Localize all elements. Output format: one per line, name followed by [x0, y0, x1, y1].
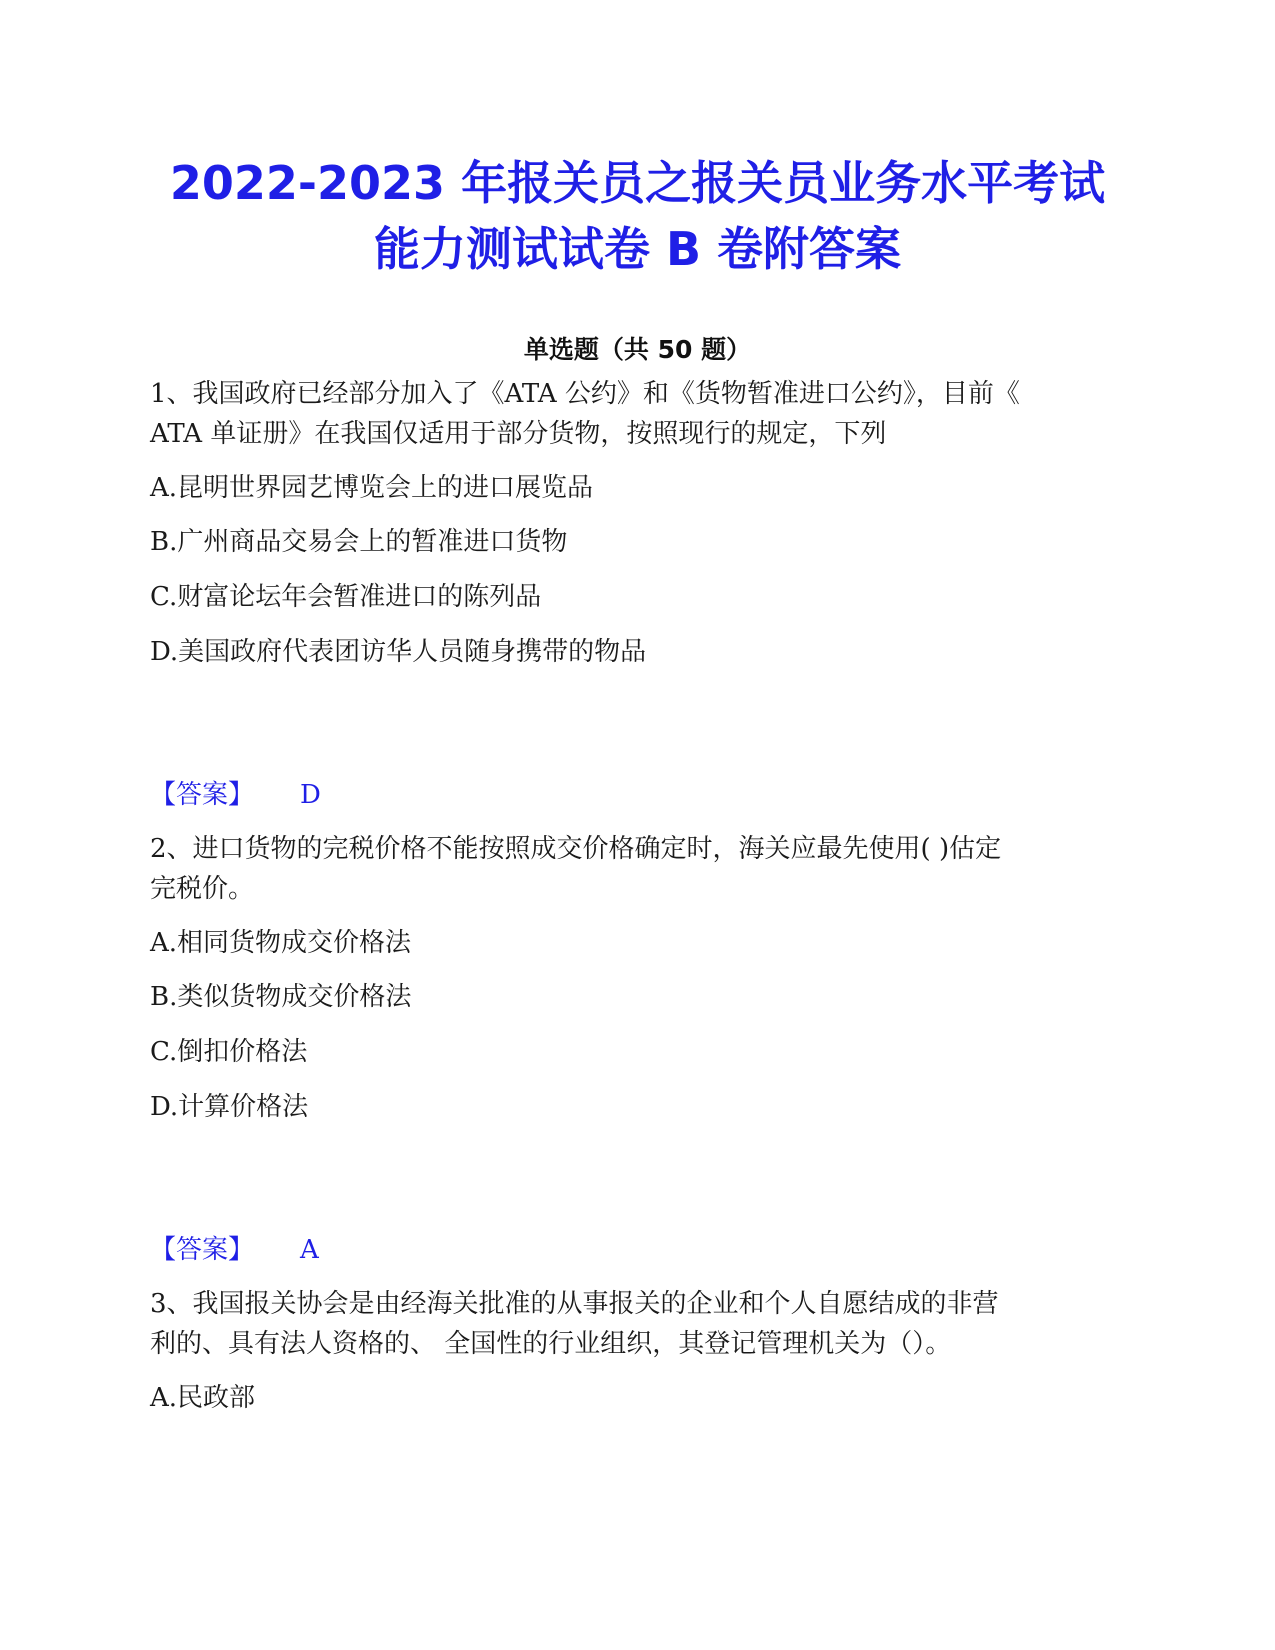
- question-1-option-c: C.财富论坛年会暂准进口的陈列品: [150, 582, 542, 612]
- question-1-option-b: B.广州商品交易会上的暂准进口货物: [150, 527, 568, 557]
- question-1-answer: [150, 775, 321, 815]
- document-title-line-1: 2022-2023 年报关员之报关员业务水平考试: [169, 156, 1106, 210]
- document-title-line-2: 能力测试试卷 B 卷附答案: [373, 222, 902, 276]
- section-heading: 单选题（共 50 题）: [523, 335, 752, 364]
- question-2-stem-line-1: 2、进口货物的完税价格不能按照成交价格确定时，海关应最先使用( )估定: [150, 834, 1002, 864]
- answer-value: A: [300, 1235, 319, 1265]
- answer-label: 【答案】: [150, 780, 255, 810]
- question-2-option-a: A.相同货物成交价格法: [150, 928, 412, 958]
- question-2-option-c: C.倒扣价格法: [150, 1037, 308, 1067]
- question-1-stem-line-1: 1、我国政府已经部分加入了《ATA 公约》和《货物暂准进口公约》，目前《: [150, 379, 1020, 409]
- answer-value: D: [300, 780, 321, 810]
- question-1-option-d: D.美国政府代表团访华人员随身携带的物品: [150, 637, 647, 667]
- answer-label: 【答案】: [150, 1235, 255, 1265]
- question-2-answer: [150, 1230, 319, 1270]
- question-3-option-a: A.民政部: [150, 1383, 256, 1413]
- question-2-option-b: B.类似货物成交价格法: [150, 982, 412, 1012]
- question-1-stem-line-2: ATA 单证册》在我国仅适用于部分货物，按照现行的规定，下列: [150, 419, 887, 449]
- question-3-stem-line-2: 利的、具有法人资格的、 全国性的行业组织，其登记管理机关为（）。: [150, 1329, 952, 1359]
- question-2-stem-line-2: 完税价。: [150, 874, 255, 904]
- question-1-option-a: A.昆明世界园艺博览会上的进口展览品: [150, 473, 594, 503]
- question-3-stem-line-1: 3、我国报关协会是由经海关批准的从事报关的企业和个人自愿结成的非营: [150, 1289, 999, 1319]
- question-2-option-d: D.计算价格法: [150, 1092, 309, 1122]
